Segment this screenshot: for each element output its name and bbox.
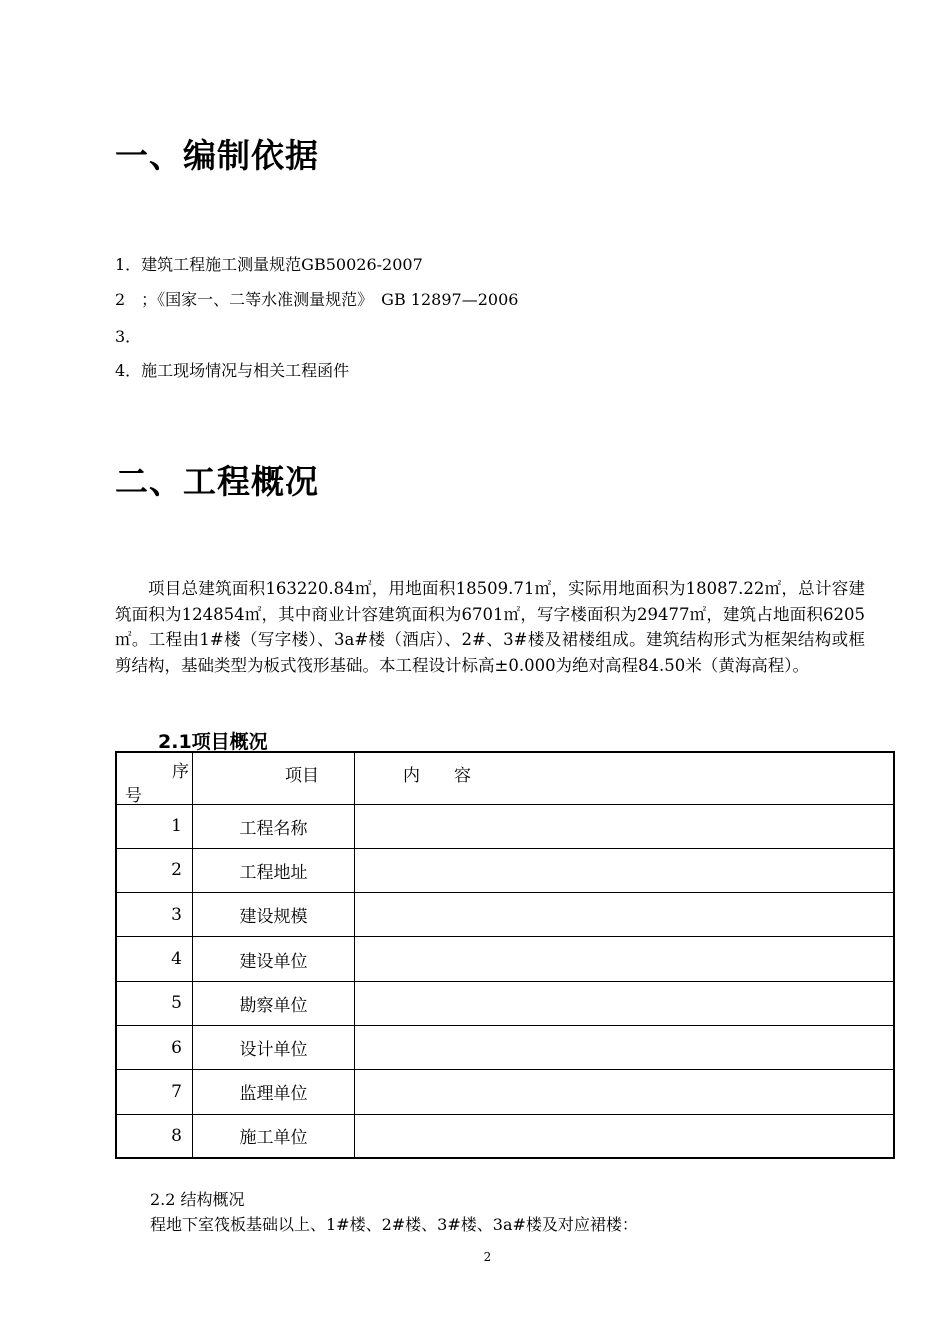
header-content-cell xyxy=(355,752,895,804)
row-item: 建设单位 xyxy=(193,937,355,981)
row-no: 7 xyxy=(116,1070,193,1114)
section1-title: 一、编制依据 xyxy=(115,136,319,175)
row-no: 2 xyxy=(116,848,193,892)
row-content xyxy=(355,1114,895,1158)
reference-item-1: 1．建筑工程施工测量规范GB50026-2007 xyxy=(115,255,423,274)
row-no: 1 xyxy=(116,804,193,848)
row-item: 建设规模 xyxy=(193,893,355,937)
row-no: 6 xyxy=(116,1025,193,1069)
reference-item-2: 2 ；《国家一、二等水准测量规范》 GB 12897—2006 xyxy=(115,290,519,309)
header-no-cell xyxy=(116,752,193,804)
section2-title: 二、工程概况 xyxy=(115,462,319,501)
table-row xyxy=(116,1070,894,1114)
row-no: 4 xyxy=(116,937,193,981)
header-content: 内 容 xyxy=(403,765,471,786)
overview-paragraph: 项目总建筑面积163220.84㎡，用地面积18509.71㎡，实际用地面积为18087.22㎡，总计容建筑面积为124854㎡，其中商业计容建筑面积为6701㎡，写字楼面积为29477㎡，建筑占地面积6205㎡。工程由1#楼（写字楼）、3a#楼（酒店）、2#、3#楼及裙楼组成。建筑结构形式为框架结构或框剪结构，基础类型为板式筏形基础。本工程设计标高±0.000为绝对高程84.50米（黄海高程）。 xyxy=(115,579,865,675)
table-row xyxy=(116,1114,894,1158)
subsection-project-overview: 2.1项目概况 xyxy=(158,731,268,753)
row-item: 工程地址 xyxy=(193,848,355,892)
header-no-bottom: 号 xyxy=(125,786,142,806)
table-header-row xyxy=(116,752,894,804)
row-item: 施工单位 xyxy=(193,1114,355,1158)
row-content xyxy=(355,804,895,848)
row-item: 监理单位 xyxy=(193,1070,355,1114)
row-content xyxy=(355,981,895,1025)
header-no-top: 序 xyxy=(172,762,189,782)
project-overview-table xyxy=(115,751,895,1159)
row-item: 设计单位 xyxy=(193,1025,355,1069)
row-item: 勘察单位 xyxy=(193,981,355,1025)
row-content xyxy=(355,848,895,892)
row-no: 5 xyxy=(116,981,193,1025)
row-content xyxy=(355,937,895,981)
page-number: 2 xyxy=(483,1250,492,1264)
table-row xyxy=(116,804,894,848)
table-row xyxy=(116,1025,894,1069)
table-row xyxy=(116,848,894,892)
structure-overview-text: 程地下室筏板基础以上、1#楼、2#楼、3#楼、3a#楼及对应裙楼： xyxy=(150,1215,638,1234)
reference-item-3: 3． xyxy=(115,327,142,346)
header-item: 项目 xyxy=(285,765,319,786)
table-row xyxy=(116,937,894,981)
reference-item-4: 4．施工现场情况与相关工程函件 xyxy=(115,361,350,380)
header-item-cell xyxy=(193,752,355,804)
row-no: 8 xyxy=(116,1114,193,1158)
row-no: 3 xyxy=(116,893,193,937)
row-content xyxy=(355,893,895,937)
row-content xyxy=(355,1025,895,1069)
row-content xyxy=(355,1070,895,1114)
table-row xyxy=(116,893,894,937)
subsection-structure-overview: 2.2 结构概况 xyxy=(150,1190,245,1209)
row-item: 工程名称 xyxy=(193,804,355,848)
table-row xyxy=(116,981,894,1025)
